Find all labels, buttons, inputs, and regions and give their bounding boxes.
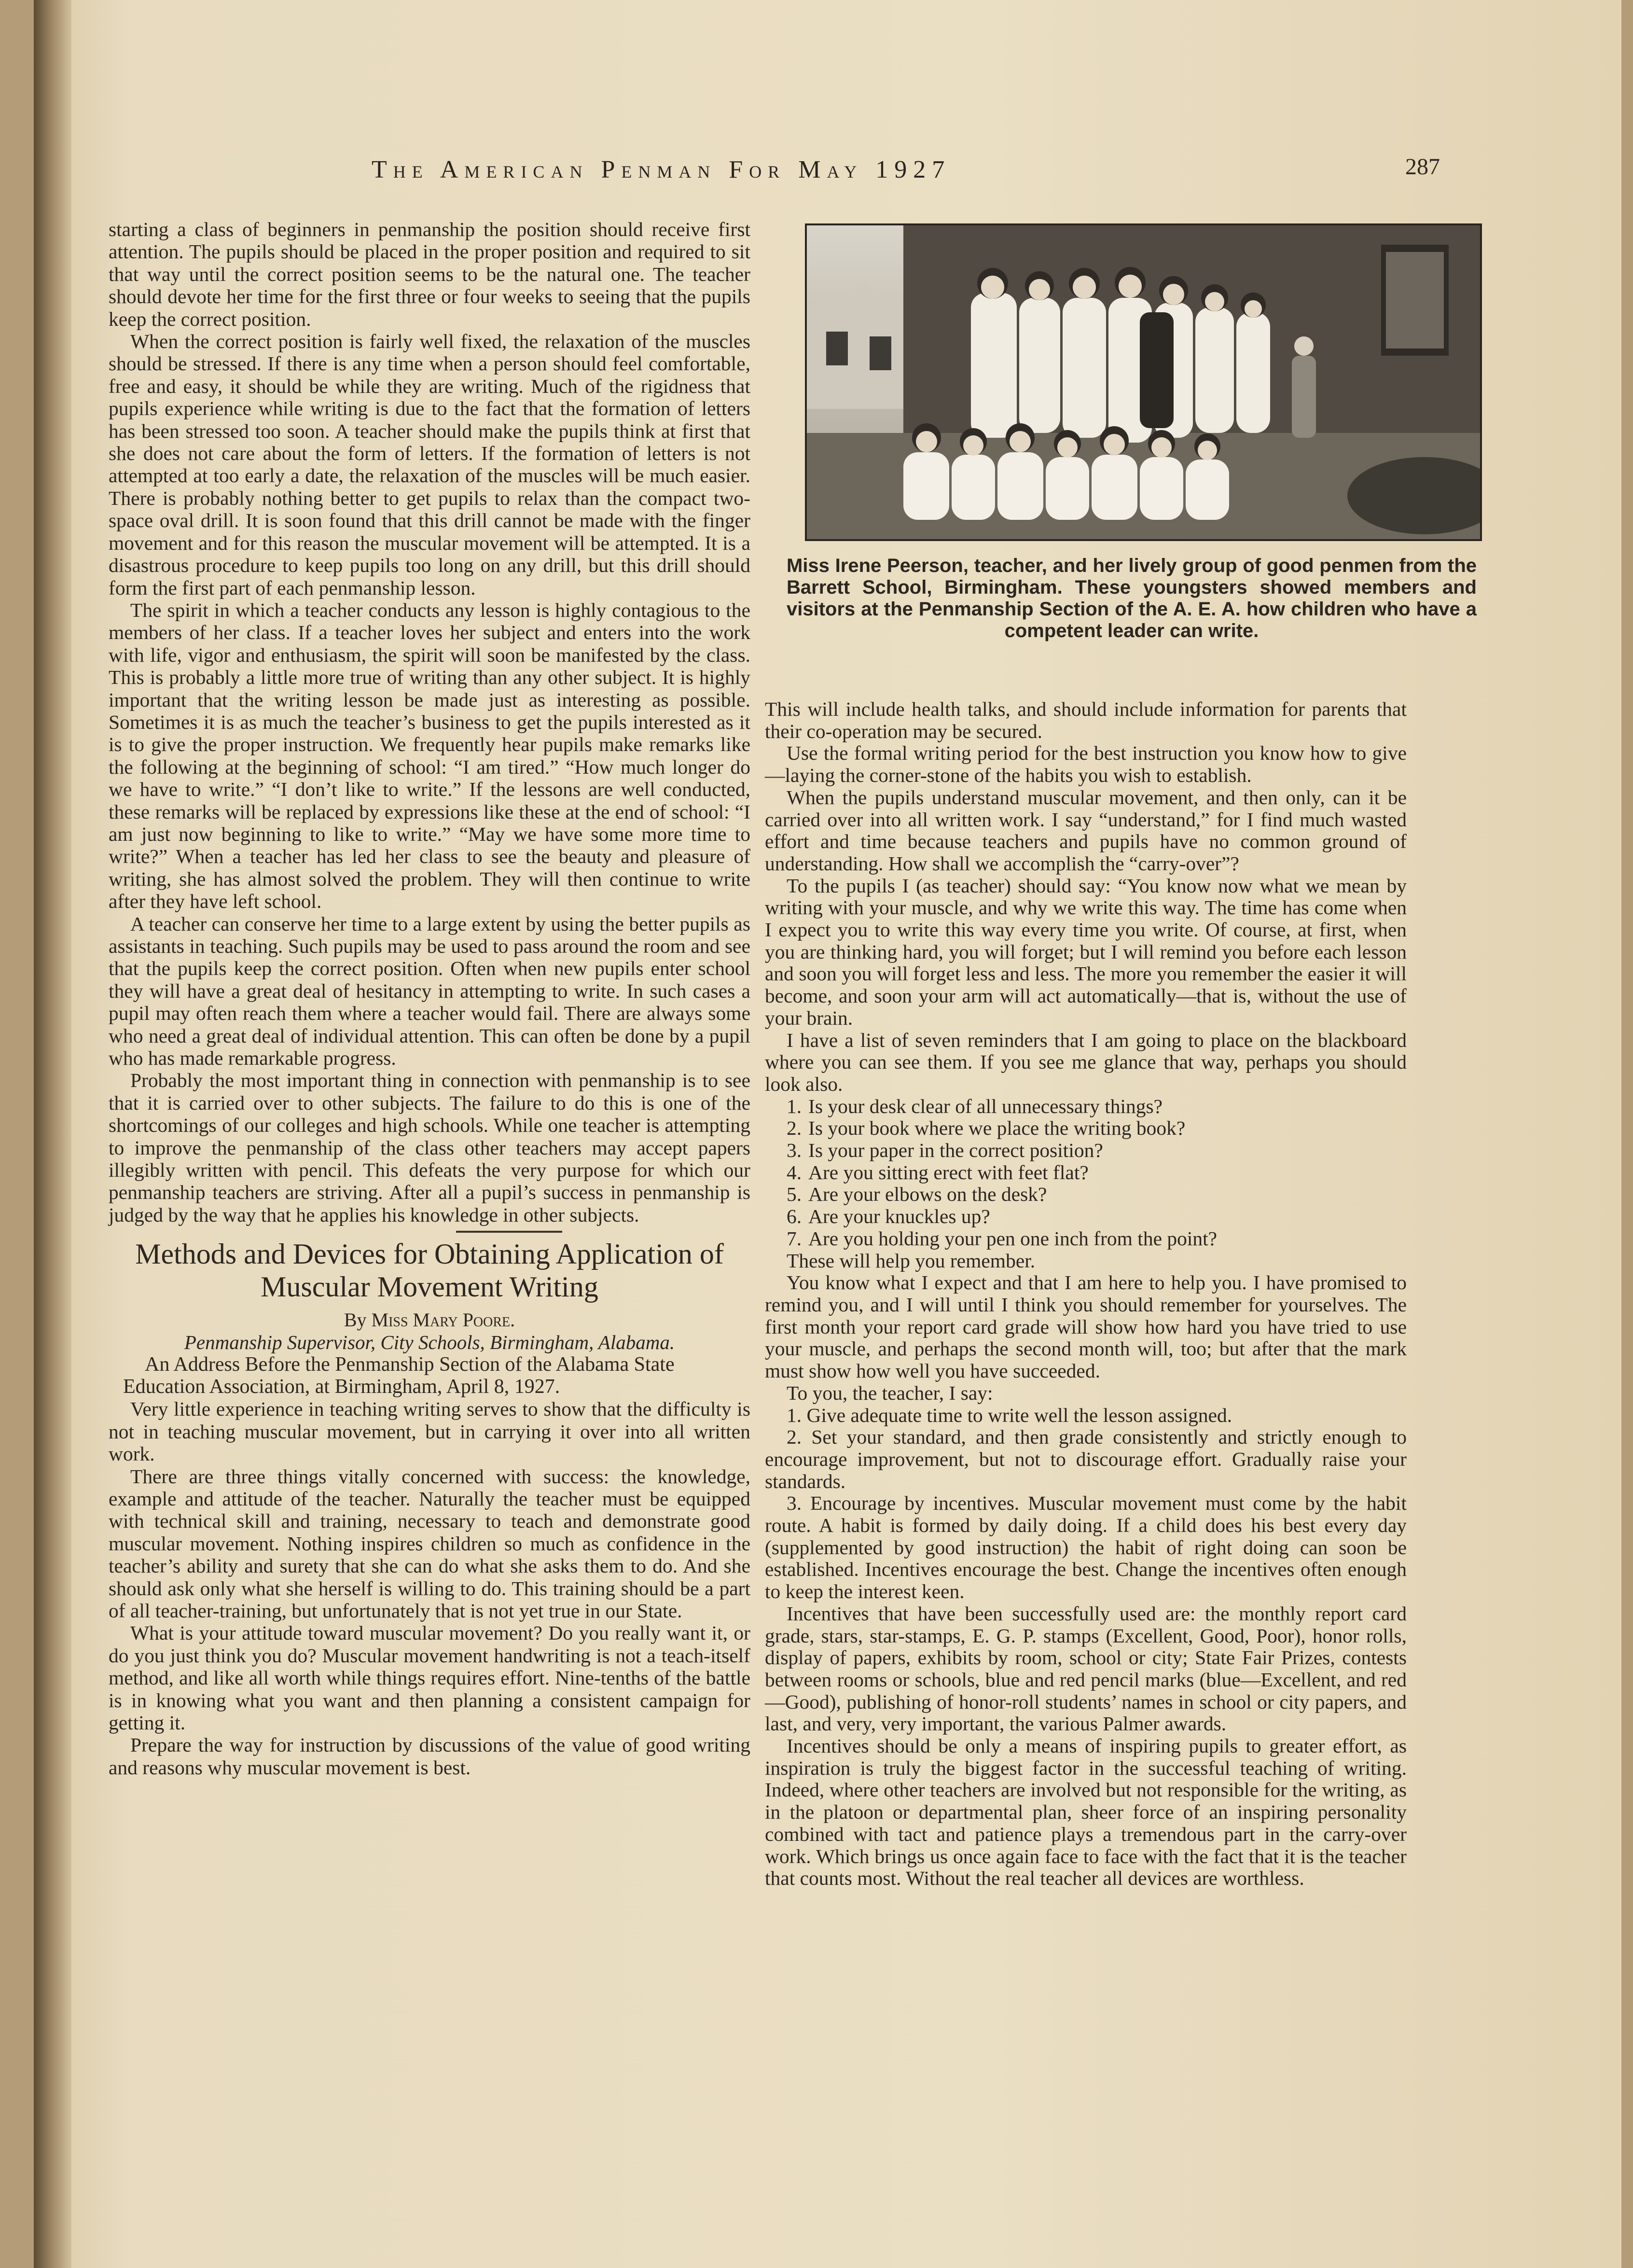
list-number: 7.	[787, 1227, 802, 1250]
list-number: 3.	[787, 1139, 802, 1162]
paragraph: A teacher can conserve her time to a large extent by using the better pupils as assistants in teaching. Such pupils may be used to pass around the room and see that the pupils keep the correct position. Often when new pupils enter school they will have a great deal of hesitancy in attempting to write. In such cases a pupil may often reach them where a teacher would fail. There are always some who need a great deal of individual attention. This can often be done by a pupil who has made remarkable progress.	[109, 912, 750, 1070]
photo-caption: Miss Irene Peerson, teacher, and her lively group of good penmen from the Barrett School, Birmingham. These youngsters showed members and visitors at the Penmanship Section of the A. E. A. how children who have a competent leader can write.	[787, 555, 1477, 641]
article-title: Methods and Devices for Obtaining Application of Muscular Movement Writing	[135, 1238, 724, 1303]
paragraph: 1. Give adequate time to write well the lesson assigned.	[787, 1404, 1232, 1426]
paragraph: Very little experience in teaching writing serves to show that the difficulty is not in teaching muscular movement, but in carrying it over into all written work.	[109, 1398, 750, 1465]
paragraph: The spirit in which a teacher conducts any lesson is highly contagious to the members of her class. If a teacher loves her subject and enters into the work with life, vigor and enthusiasm, the spirit will soon be manifested by the class. This is probably a little more true of writing than any other subject. It is highly important that the writing lesson be made just as interesting as possible. Sometimes it is as much the teacher’s business to get the pupils interested as it is to give the proper instruction. We frequently hear pupils make remarks like the following at the beginning of school: “I am tired.” “How much longer do we have to write.” “I don’t like to write.” If the lessons are well conducted, these remarks will be replaced by expressions like these at the end of school: “I am just now beginning to like to write.” “May we have some more time to write?” When a teacher has led her class to see the beauty and pleasure of writing, she has almost solved the problem. They will then continue to write after they have left school.	[109, 598, 750, 913]
list-number: 4.	[787, 1161, 802, 1183]
list-text: Is your desk clear of all unnecessary things?	[808, 1095, 1163, 1117]
list-item	[765, 1140, 1407, 1162]
paragraph: When the pupils understand muscular movement, and then only, can it be carried over into all written work. I say “understand,” for I find much wasted effort and time because teachers and pupils have no common ground of understanding. How shall we accomplish the “carry-over”?	[765, 786, 1407, 875]
paragraph: What is your attitude toward muscular movement? Do you really want it, or do you just think you do? Muscular movement handwriting is not a teach-itself method, and like all worth while things requires effort. Nine-tenths of the battle is in knowing what you want and then planning a consistent campaign for getting it.	[109, 1622, 750, 1734]
list-number: 5.	[787, 1183, 802, 1206]
paragraph: These will help you remember.	[787, 1249, 1036, 1272]
list-number: 2.	[787, 1117, 802, 1140]
author-affiliation: Penmanship Supervisor, City Schools, Birmingham, Alabama.	[184, 1331, 675, 1354]
paragraph: starting a class of beginners in penmanship the position should receive first attention. The pupils should be placed in the proper position and required to sit that way until the correct position seems to be the natural one. The teacher should devote her time for the first three or four weeks to seeing that the pupils keep the correct position.	[109, 218, 750, 330]
paragraph: There are three things vitally concerned with success: the knowledge, example and attitude of the teacher. Naturally the teacher must be equipped with technical skill and training, necessary to teach and demonstrate good muscular movement. Nothing inspires children so much as confidence in the teacher’s ability and surety that she can do what she asks them to do. And she should ask only what she herself is willing to do. This training should be a part of all teacher-training, but unfortunately that is not yet true in our State.	[109, 1465, 750, 1622]
photo-illustration	[807, 225, 1480, 539]
author-name: Miss Mary Poore.	[371, 1309, 515, 1331]
address-note: An Address Before the Penmanship Section of the Alabama State Education Association, at Birmingham, April 8, 1927.	[123, 1353, 675, 1398]
page-number: 287	[1405, 154, 1440, 180]
paragraph: Incentives that have been successfully used are: the monthly report card grade, stars, star-stamps, E. G. P. stamps (Excellent, Good, Poor), honor rolls, display of papers, exhibits by room, school or city; State Fair Prizes, contests between rooms or schools, blue and red pencil marks (blue—Excellent, and red —Good), publishing of honor-roll students’ names in school or city papers, and last, and very, very important, the various Palmer awards.	[765, 1602, 1407, 1735]
list-item	[765, 1183, 1407, 1206]
reminders-list	[765, 1096, 1407, 1250]
list-text: Is your book where we place the writing book?	[808, 1117, 1186, 1140]
list-item	[765, 1096, 1407, 1118]
paragraph: To you, the teacher, I say:	[787, 1381, 993, 1404]
paragraph: To the pupils I (as teacher) should say: “You know now what we mean by writing with your muscle, and why we write this way. The time has come when I expect you to write this way every time you write. Of course, at first, when you are thinking hard, you will forget; but I will remind you before each lesson and soon you will forget less and less. The more you remember the easier it will become, and soon your arm will act automatically—that is, without the use of your brain.	[765, 874, 1407, 1029]
list-text: Are your elbows on the desk?	[808, 1183, 1047, 1206]
paragraph: I have a list of seven reminders that I am going to place on the blackboard where you can see them. If you see me glance that way, perhaps you should look also.	[765, 1029, 1407, 1095]
byline	[109, 1309, 750, 1331]
paragraph: Prepare the way for instruction by discussions of the value of good writing and reasons why muscular movement is best.	[109, 1734, 750, 1779]
list-text: Are you sitting erect with feet flat?	[808, 1161, 1089, 1183]
paragraph: Incentives should be only a means of inspiring pupils to greater effort, as inspiration is truly the biggest factor in the successful teaching of writing. Indeed, where other teachers are involved but not responsible for the writing, as in the platoon or departmental plan, sheer force of an inspiring personality combined with tact and patience plays a tremendous part in the carry-over work. Which brings us once again face to face with the fact that it is the teacher that counts most. Without the real teacher all devices are worthless.	[765, 1735, 1407, 1890]
paragraph: Use the formal writing period for the best instruction you know how to give—laying the corner-stone of the habits you wish to establish.	[765, 742, 1407, 787]
paragraph: You know what I expect and that I am here to help you. I have promised to remind you, and I will until I think you should remember for yourselves. The first month your report card grade will show how hard you have tried to use your muscle, and perhaps the second month will, too; but after that the mark must show how well you have succeeded.	[765, 1271, 1407, 1382]
right-column	[765, 698, 1407, 1890]
paragraph: Probably the most important thing in connection with penmanship is to see that it is carried over to other subjects. The failure to do this is one of the shortcomings of our colleges and high schools. While one teacher is attempting to improve the penmanship of the class other teachers may accept papers illegibly written with pencil. This defeats the very purpose for which our penmanship teachers are striving. After all a pupil’s success in penmanship is judged by the way that he applies his knowledge in other subjects.	[109, 1069, 750, 1226]
list-item	[765, 1206, 1407, 1228]
running-header: The American Penman For May 1927	[372, 156, 951, 183]
list-item	[765, 1228, 1407, 1250]
list-text: Is your paper in the correct position?	[808, 1139, 1103, 1162]
list-number: 6.	[787, 1205, 802, 1228]
paragraph: 2. Set your standard, and then grade consistently and strictly enough to encourage improvement, but not to discourage effort. Gradually raise your standards.	[765, 1426, 1407, 1492]
paragraph: This will include health talks, and should include information for parents that their co-operation may be secured.	[765, 698, 1407, 742]
list-text: Are you holding your pen one inch from the point?	[808, 1227, 1218, 1250]
class-photograph	[805, 223, 1482, 541]
book-spine-shadow	[34, 0, 71, 2268]
byline-prefix: By	[344, 1309, 367, 1331]
section-divider-rule	[456, 1231, 562, 1233]
left-column	[109, 218, 750, 1779]
list-item	[765, 1117, 1407, 1140]
paragraph: When the correct position is fairly well fixed, the relaxation of the muscles should be stressed. If there is any time when a person should feel comfortable, free and easy, it should be while they are writing. Much of the rigidness that pupils experience while writing is due to the fact that the formation of letters has been stressed too soon. A teacher should make the pupils think at first that she does not care about the form of letters. If the formation of letters is not attempted at too early a date, the relaxation of the muscles will be much easier. There is probably nothing better to get pupils to relax than the compact two-space oval drill. It is soon found that this drill cannot be made with the finger movement and for this reason the muscular movement will be attempted. It is a disastrous procedure to keep pupils too long on any drill, but this drill should form the first part of each penmanship lesson.	[109, 330, 750, 599]
magazine-page	[34, 0, 1621, 2268]
paragraph: 3. Encourage by incentives. Muscular movement must come by the habit route. A habit is formed by daily doing. If a child does his best every day (supplemented by good instruction) the habit of right doing can soon be established. Incentives encourage the best. Change the incentives often enough to keep the interest keen.	[765, 1492, 1407, 1603]
list-item	[765, 1162, 1407, 1184]
list-text: Are your knuckles up?	[808, 1205, 990, 1228]
list-number: 1.	[787, 1095, 802, 1117]
